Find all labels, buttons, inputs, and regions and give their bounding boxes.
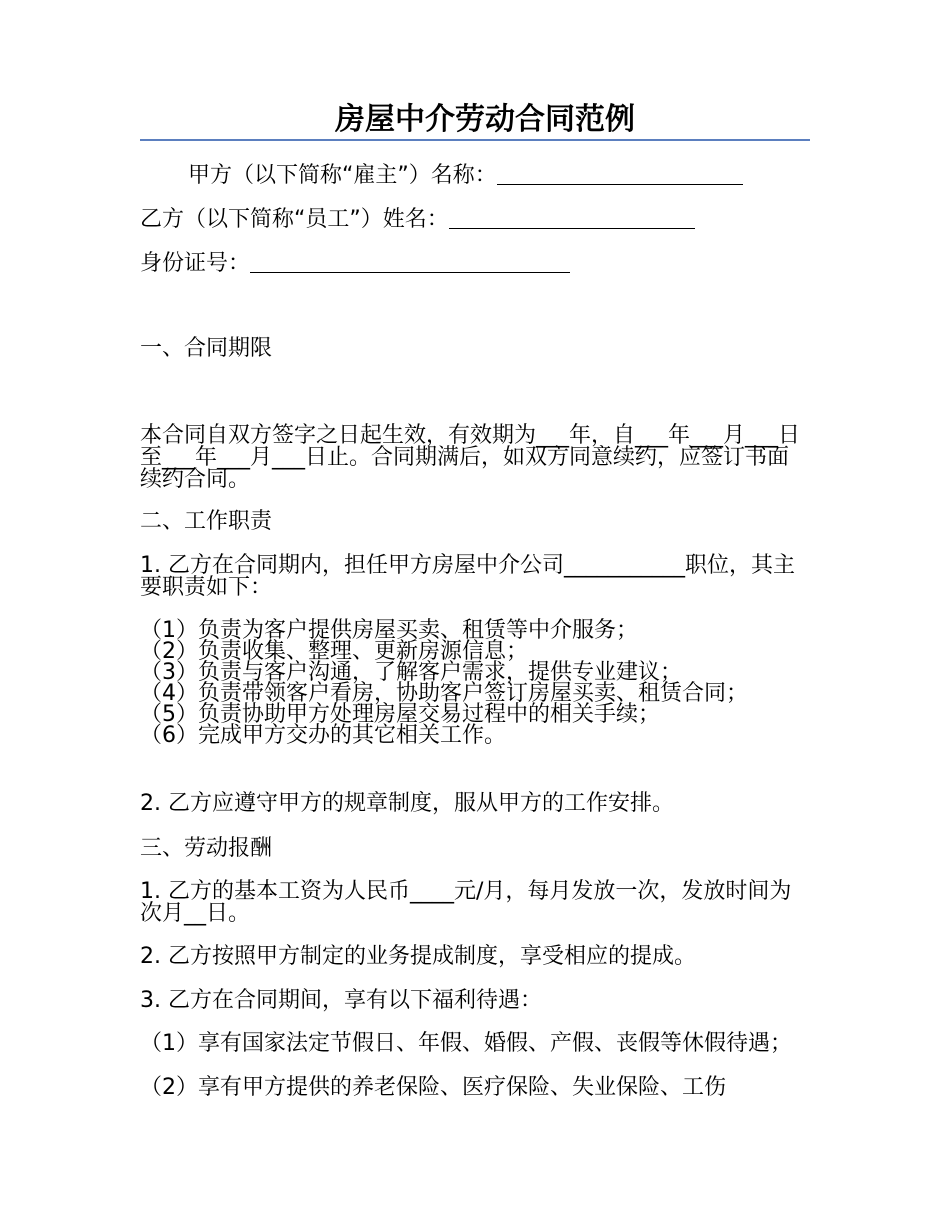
party-b-line xyxy=(140,206,695,232)
document-title: 房屋中介劳动合同范例 xyxy=(335,102,635,137)
duty-item: （4）负责带领客户看房，协助客户签订房屋买卖、租赁合同； xyxy=(140,681,748,706)
section-3-benefit-1: （1）享有国家法定节假日、年假、婚假、产假、丧假等休假待遇； xyxy=(140,1031,792,1056)
party-b-label: 乙方（以下简称“员工”）姓名： xyxy=(140,207,449,232)
section-2-heading: 二、工作职责 xyxy=(140,509,273,534)
duty-item: （1）负责为客户提供房屋买卖、租赁等中介服务； xyxy=(140,618,638,643)
id-number-blank[interactable] xyxy=(250,250,570,273)
section-3-heading: 三、劳动报酬 xyxy=(140,836,273,861)
section-1-paragraph: 本合同自双方签字之日起生效，有效期为___年，自___年___月___日至___年___月___日止。合同期满后，如双方同意续约，应签订书面续约合同。 xyxy=(140,423,801,492)
title-underline xyxy=(140,139,810,141)
party-b-blank[interactable] xyxy=(449,206,695,229)
party-a-line xyxy=(188,162,743,188)
duty-item: （5）负责协助甲方处理房屋交易过程中的相关手续； xyxy=(140,702,660,727)
id-number-line xyxy=(140,250,570,276)
duty-item: （2）负责收集、整理、更新房源信息； xyxy=(140,639,528,664)
section-1-heading: 一、合同期限 xyxy=(140,336,273,361)
duty-item: （3）负责与客户沟通，了解客户需求，提供专业建议； xyxy=(140,660,682,685)
section-3-item-1: 1. 乙方的基本工资为人民币____元/月，每月发放一次，发放时间为次月__日。 xyxy=(140,879,792,926)
section-2-item-1: 1. 乙方在合同期内，担任甲方房屋中介公司___________职位，其主要职责如下： xyxy=(140,553,795,600)
party-a-blank[interactable] xyxy=(497,162,743,185)
section-2-item-2: 2. 乙方应遵守甲方的规章制度，服从甲方的工作安排。 xyxy=(140,791,674,816)
section-2-duty-list xyxy=(140,620,805,746)
section-3-benefit-2: （2）享有甲方提供的养老保险、医疗保险、失业保险、工伤 xyxy=(140,1075,726,1100)
section-3-item-2: 2. 乙方按照甲方制定的业务提成制度，享受相应的提成。 xyxy=(140,944,696,969)
duty-item: （6）完成甲方交办的其它相关工作。 xyxy=(140,723,506,748)
section-3-item-3: 3. 乙方在合同期间，享有以下福利待遇： xyxy=(140,988,542,1013)
id-number-label: 身份证号： xyxy=(140,251,251,276)
party-a-label: 甲方（以下简称“雇主”）名称： xyxy=(188,163,497,188)
